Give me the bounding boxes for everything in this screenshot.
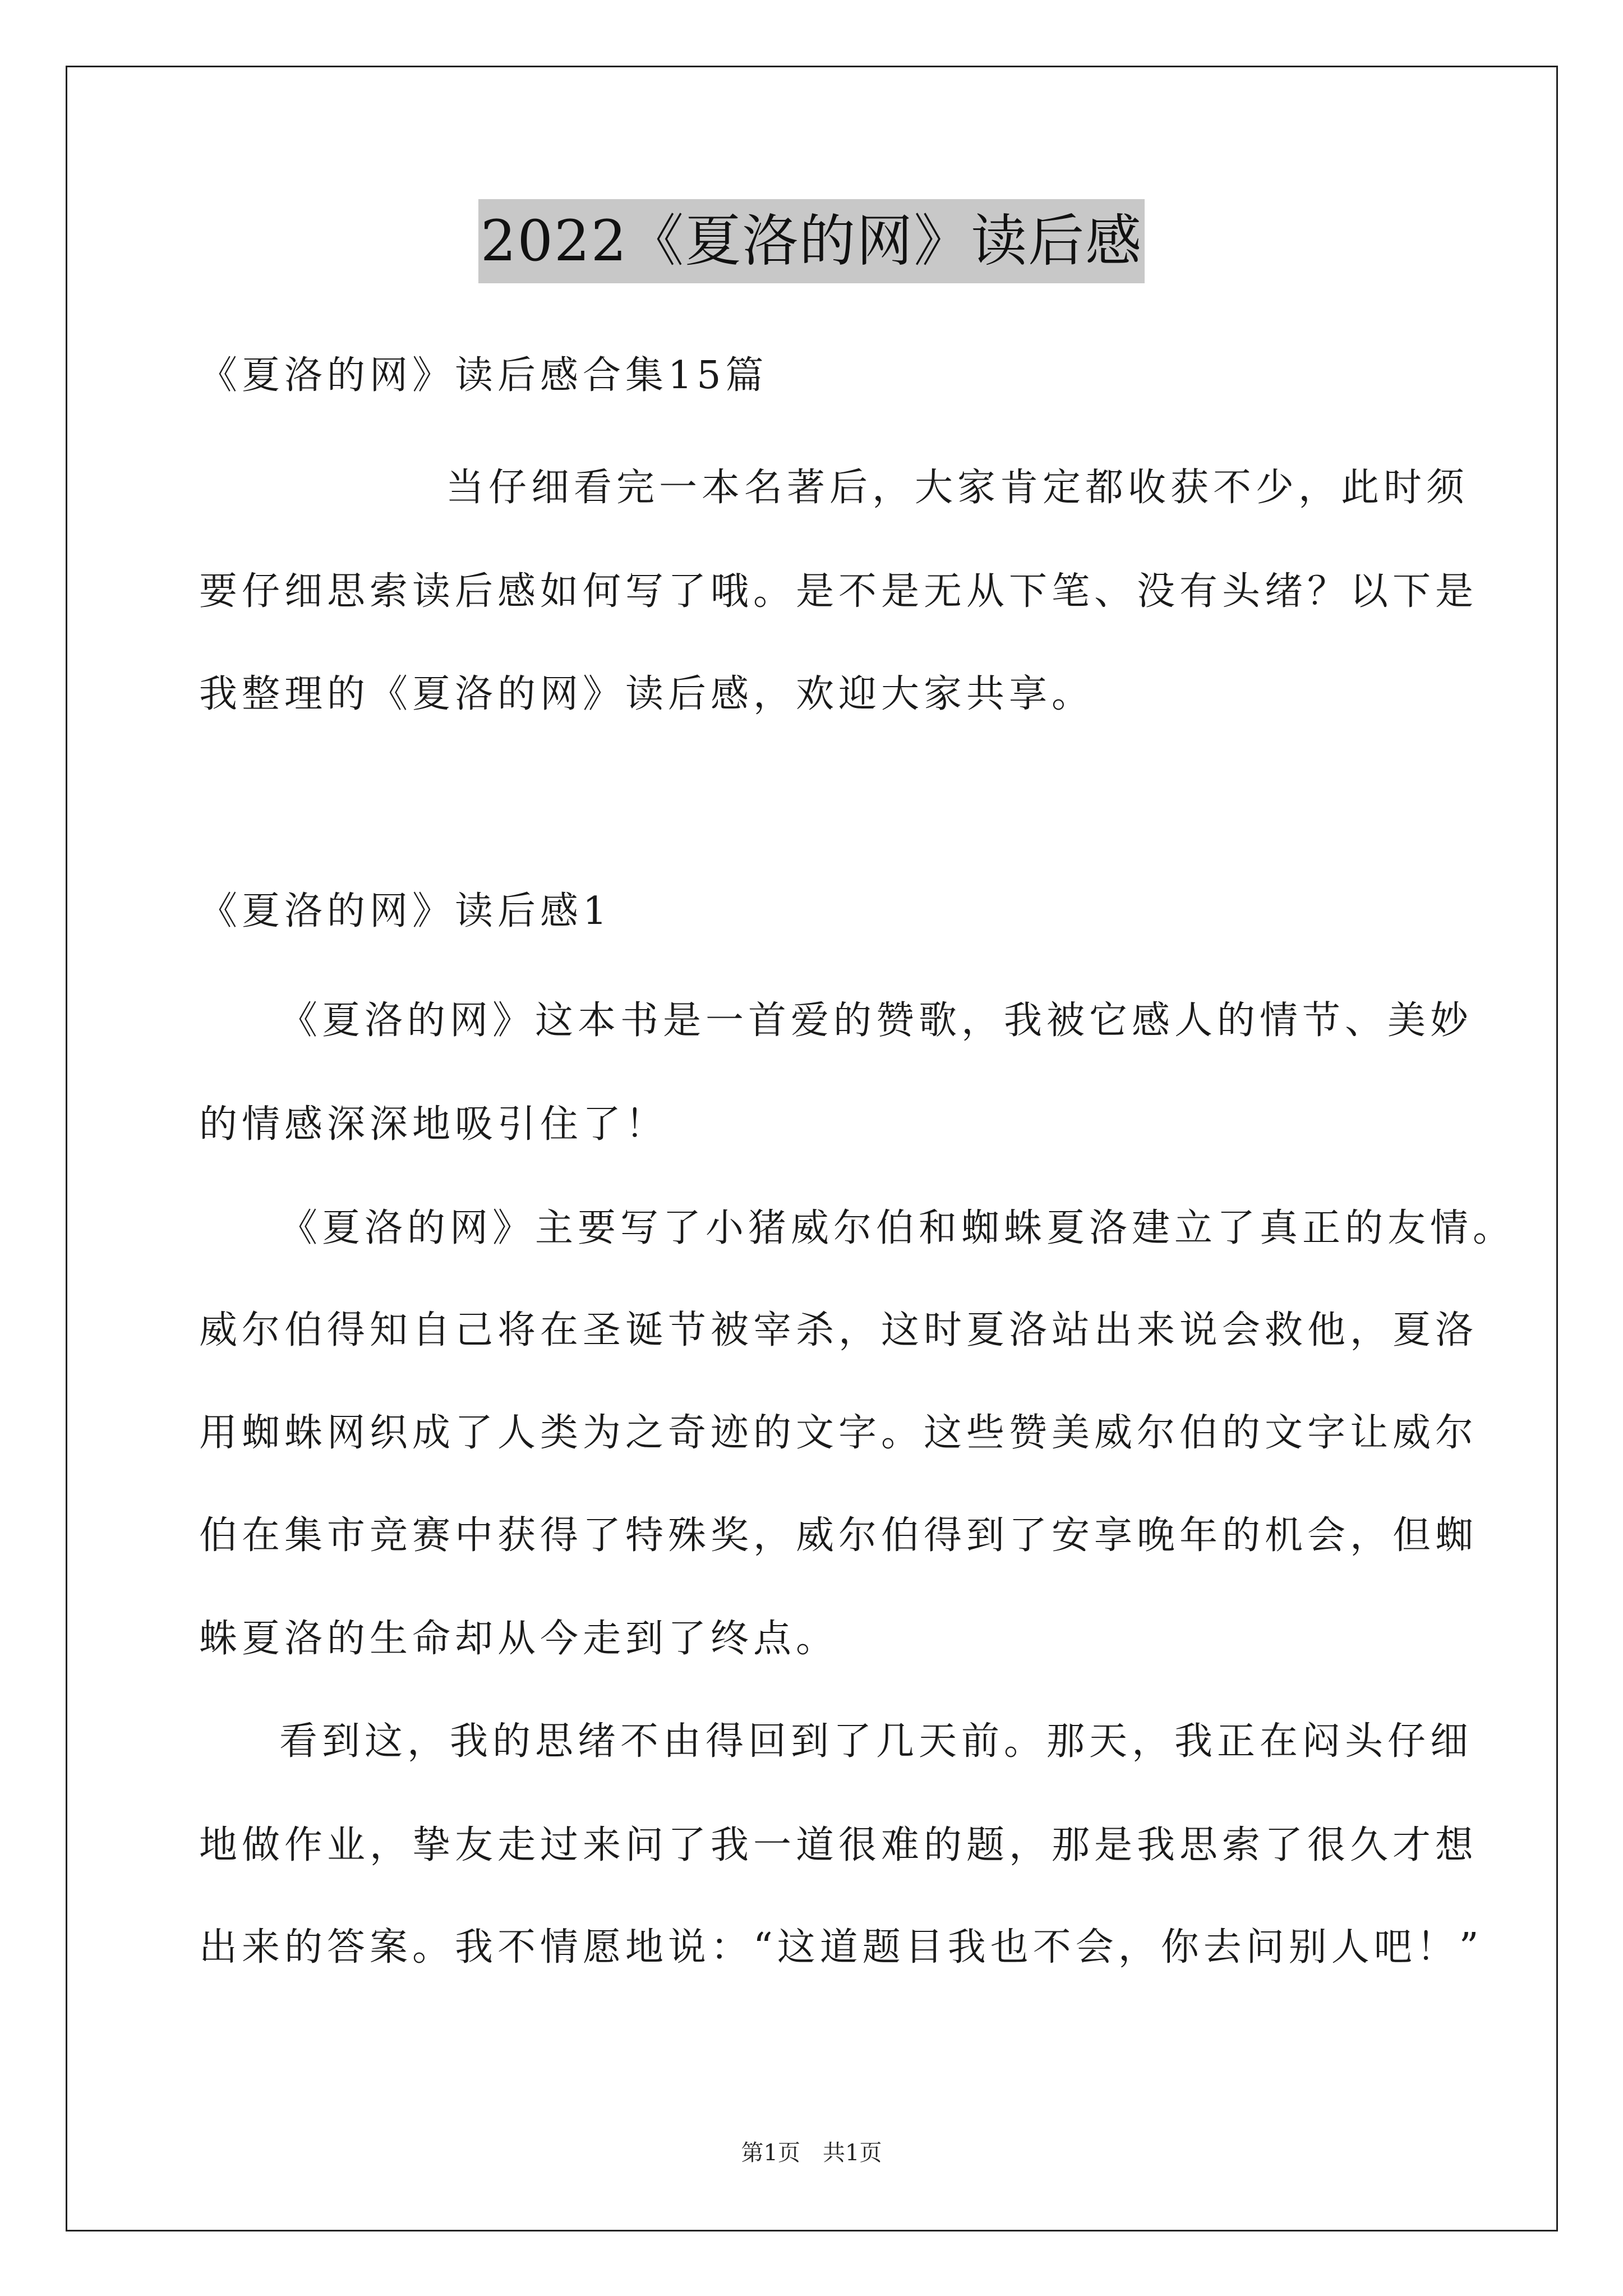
document-subtitle: 《夏洛的网》读后感合集15篇 (199, 353, 768, 398)
paragraph-line: 看到这，我的思绪不由得回到了几天前。那天，我正在闷头仔细 (279, 1719, 1473, 1764)
paragraph-line: 《夏洛的网》主要写了小猪威尔伯和蜘蛛夏洛建立了真正的友情。 (279, 1206, 1516, 1250)
paragraph-line: 威尔伯得知自己将在圣诞节被宰杀，这时夏洛站出来说会救他，夏洛 (199, 1308, 1478, 1352)
paragraph-line: 地做作业，挚友走过来问了我一道很难的题，那是我思索了很久才想 (199, 1823, 1478, 1867)
paragraph-line: 的情感深深地吸引住了！ (199, 1102, 668, 1147)
paragraph-line: 伯在集市竞赛中获得了特殊奖，威尔伯得到了安享晚年的机会，但蜘 (199, 1513, 1478, 1558)
intro-line: 要仔细思索读后感如何写了哦。是不是无从下笔、没有头绪？以下是 (199, 569, 1478, 614)
paragraph-line: 蛛夏洛的生命却从今走到了终点。 (199, 1617, 839, 1661)
section-heading: 《夏洛的网》读后感1 (199, 889, 612, 933)
paragraph-line: 出来的答案。我不情愿地说：“这道题目我也不会，你去问别人吧！” (199, 1925, 1483, 1970)
intro-line: 我整理的《夏洛的网》读后感，欢迎大家共享。 (199, 672, 1095, 716)
paragraph-line: 用蜘蛛网织成了人类为之奇迹的文字。这些赞美威尔伯的文字让威尔 (199, 1411, 1478, 1455)
document-title: 2022《夏洛的网》读后感 (478, 199, 1145, 283)
title-container (0, 199, 1623, 283)
page-footer: 第1页 共1页 (741, 2140, 882, 2166)
paragraph-line: 《夏洛的网》这本书是一首爱的赞歌，我被它感人的情节、美妙 (279, 999, 1473, 1043)
intro-line: 当仔细看完一本名著后，大家肯定都收获不少，此时须 (446, 466, 1469, 510)
